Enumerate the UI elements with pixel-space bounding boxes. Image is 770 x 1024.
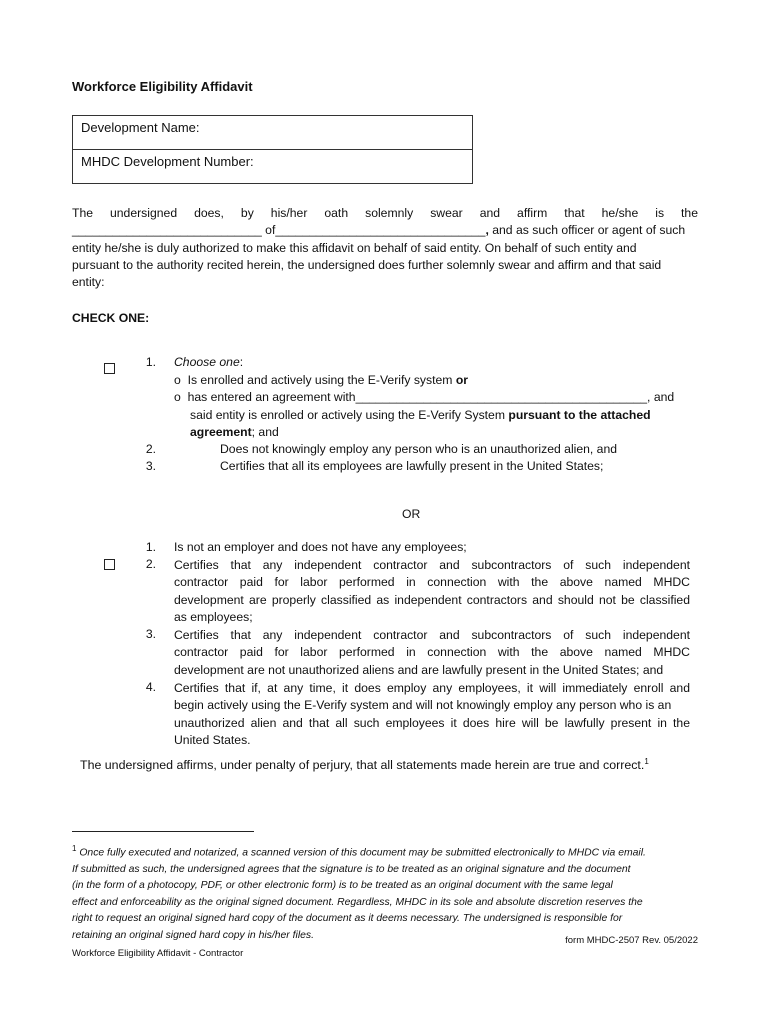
agreement-entity-blank[interactable]: has entered an agreement with___________________________________________, and — [187, 390, 675, 404]
option1-item3-number: 3. — [145, 459, 156, 473]
footnote-divider — [72, 831, 254, 832]
intro-line-4: pursuant to the authority recited herein, the undersigned does further solemnly swear and affirm and that said — [72, 257, 662, 272]
option1-bullet2-line2-text: said entity is enrolled or actively using the E-Verify System — [190, 408, 509, 422]
footnote-line-3: (in the form of a photocopy, PDF, or other electronic form) is to be treated as an original document with the same legal — [72, 880, 613, 892]
footnote-line-1 — [72, 841, 698, 862]
bullet-icon: o — [174, 390, 181, 404]
affirmation-statement — [80, 757, 649, 772]
option2-item3-number: 3. — [145, 627, 156, 641]
development-info-table — [72, 115, 473, 184]
option1-item2-number: 2. — [145, 442, 156, 456]
footnote-number: 1 — [72, 844, 77, 853]
option1-bullet-2 — [174, 390, 674, 404]
intro-paragraph — [72, 205, 698, 291]
intro-line-5: entity: — [72, 275, 105, 290]
development-number-field[interactable] — [73, 150, 473, 184]
option1-bullet-2-line-2 — [190, 408, 651, 422]
intro-line-2-text: and as such officer or agent of such — [488, 223, 686, 238]
footnote-reference[interactable]: 1 — [644, 757, 649, 766]
footnote-line-6: retaining an original signed hard copy in his/her files. — [72, 929, 315, 941]
option1-bullet-2-line-3 — [190, 425, 279, 439]
form-number: form MHDC-2507 Rev. 05/2022 — [565, 935, 698, 946]
option-1-checkbox[interactable] — [104, 363, 115, 374]
option2-item4-line-4: United States. — [174, 732, 251, 747]
page-footer: Workforce Eligibility Affidavit - Contractor — [72, 948, 244, 959]
option1-choose-one — [174, 355, 243, 369]
entity-name-blank[interactable]: _______________________________ — [275, 223, 486, 238]
option-2-checkbox[interactable] — [104, 559, 115, 570]
footnote-line-1-text: Once fully executed and notarized, a scanned version of this document may be submitted electronically to MHDC via email. — [76, 847, 646, 859]
option2-item4-line-3: unauthorized alien and that all such employees it does hire will be lawfully present in the — [174, 715, 690, 730]
option1-item1-number: 1. — [145, 355, 156, 369]
option2-item1-number: 1. — [145, 540, 156, 554]
intro-comma: , — [485, 223, 489, 238]
footnote-line-2: If submitted as such, the undersigned agrees that the signature is to be treated as an original signature and the document — [72, 863, 631, 875]
development-name-label: Development Name: — [81, 120, 200, 135]
option1-and: ; and — [251, 425, 279, 439]
footnote — [72, 841, 698, 944]
option1-bullet-1 — [174, 373, 468, 387]
intro-line-1: The undersigned does, by his/her oath solemnly swear and affirm that he/she is the — [72, 206, 698, 220]
option1-item2-text: Does not knowingly employ any person who is an unauthorized alien, and — [220, 442, 618, 456]
option2-item2-paragraph — [174, 557, 690, 626]
option2-item4-paragraph — [174, 680, 690, 749]
check-one-heading: CHECK ONE: — [72, 311, 150, 325]
intro-line-2 — [72, 222, 698, 239]
option2-item3-line-3: development are not unauthorized aliens and are lawfully present in the United States; and — [174, 662, 664, 677]
option2-item4-line-2: begin actively using the E-Verify system and will not knowingly employ any person who is an — [174, 698, 672, 713]
option1-bullet2-line2-bold: pursuant to the attached — [508, 408, 651, 422]
option2-item2-line-1: Certifies that any independent contractor and subcontractors of such independent — [174, 558, 690, 572]
option2-item3-paragraph — [174, 627, 690, 679]
option1-item3-text: Certifies that all its employees are lawfully present in the United States; — [220, 459, 604, 473]
option2-item3-line-2: contractor paid for labor performed in connection with the above named MHDC — [174, 645, 690, 660]
option1-bullet1-text: Is enrolled and actively using the E-Verify system — [187, 373, 456, 387]
officer-title-blank[interactable]: ____________________________ of — [72, 223, 276, 238]
affirmation-text: The undersigned affirms, under penalty of perjury, that all statements made herein are true and correct. — [80, 758, 645, 773]
option2-item2-number: 2. — [145, 557, 156, 571]
footnote-line-5: right to request an original signed hard copy of the document as it deems necessary. The undersigned is responsible for — [72, 913, 623, 925]
document-title: Workforce Eligibility Affidavit — [72, 79, 253, 94]
option1-bullet1-or: or — [455, 373, 468, 387]
intro-line-3: entity he/she is duly authorized to make this affidavit on behalf of said entity. On behalf of such entity and — [72, 240, 637, 255]
option2-item3-line-1: Certifies that any independent contractor and subcontractors of such independent — [174, 628, 690, 642]
option1-agreement-bold: agreement — [190, 425, 252, 439]
footnote-line-4: effect and enforceability as the original signed document. Regardless, MHDC in its sole and absolute discretion reserves the — [72, 896, 643, 908]
or-separator: OR — [402, 507, 421, 521]
option2-item4-number: 4. — [145, 680, 156, 694]
development-number-label: MHDC Development Number: — [81, 154, 254, 169]
choose-one-text: Choose one — [174, 355, 240, 369]
option2-item2-line-4: as employees; — [174, 609, 253, 624]
option2-item4-line-1: Certifies that if, at any time, it does employ any employees, it will immediately enroll and — [174, 681, 690, 695]
option2-item2-line-2: contractor paid for labor performed in connection with the above named MHDC — [174, 575, 690, 590]
choose-one-colon: : — [239, 355, 244, 369]
option2-item2-line-3: development are properly classified as independent contractors and should not be classified — [174, 592, 690, 607]
development-name-field[interactable] — [73, 116, 473, 150]
bullet-icon: o — [174, 373, 181, 387]
option2-item1-text: Is not an employer and does not have any employees; — [174, 540, 467, 554]
